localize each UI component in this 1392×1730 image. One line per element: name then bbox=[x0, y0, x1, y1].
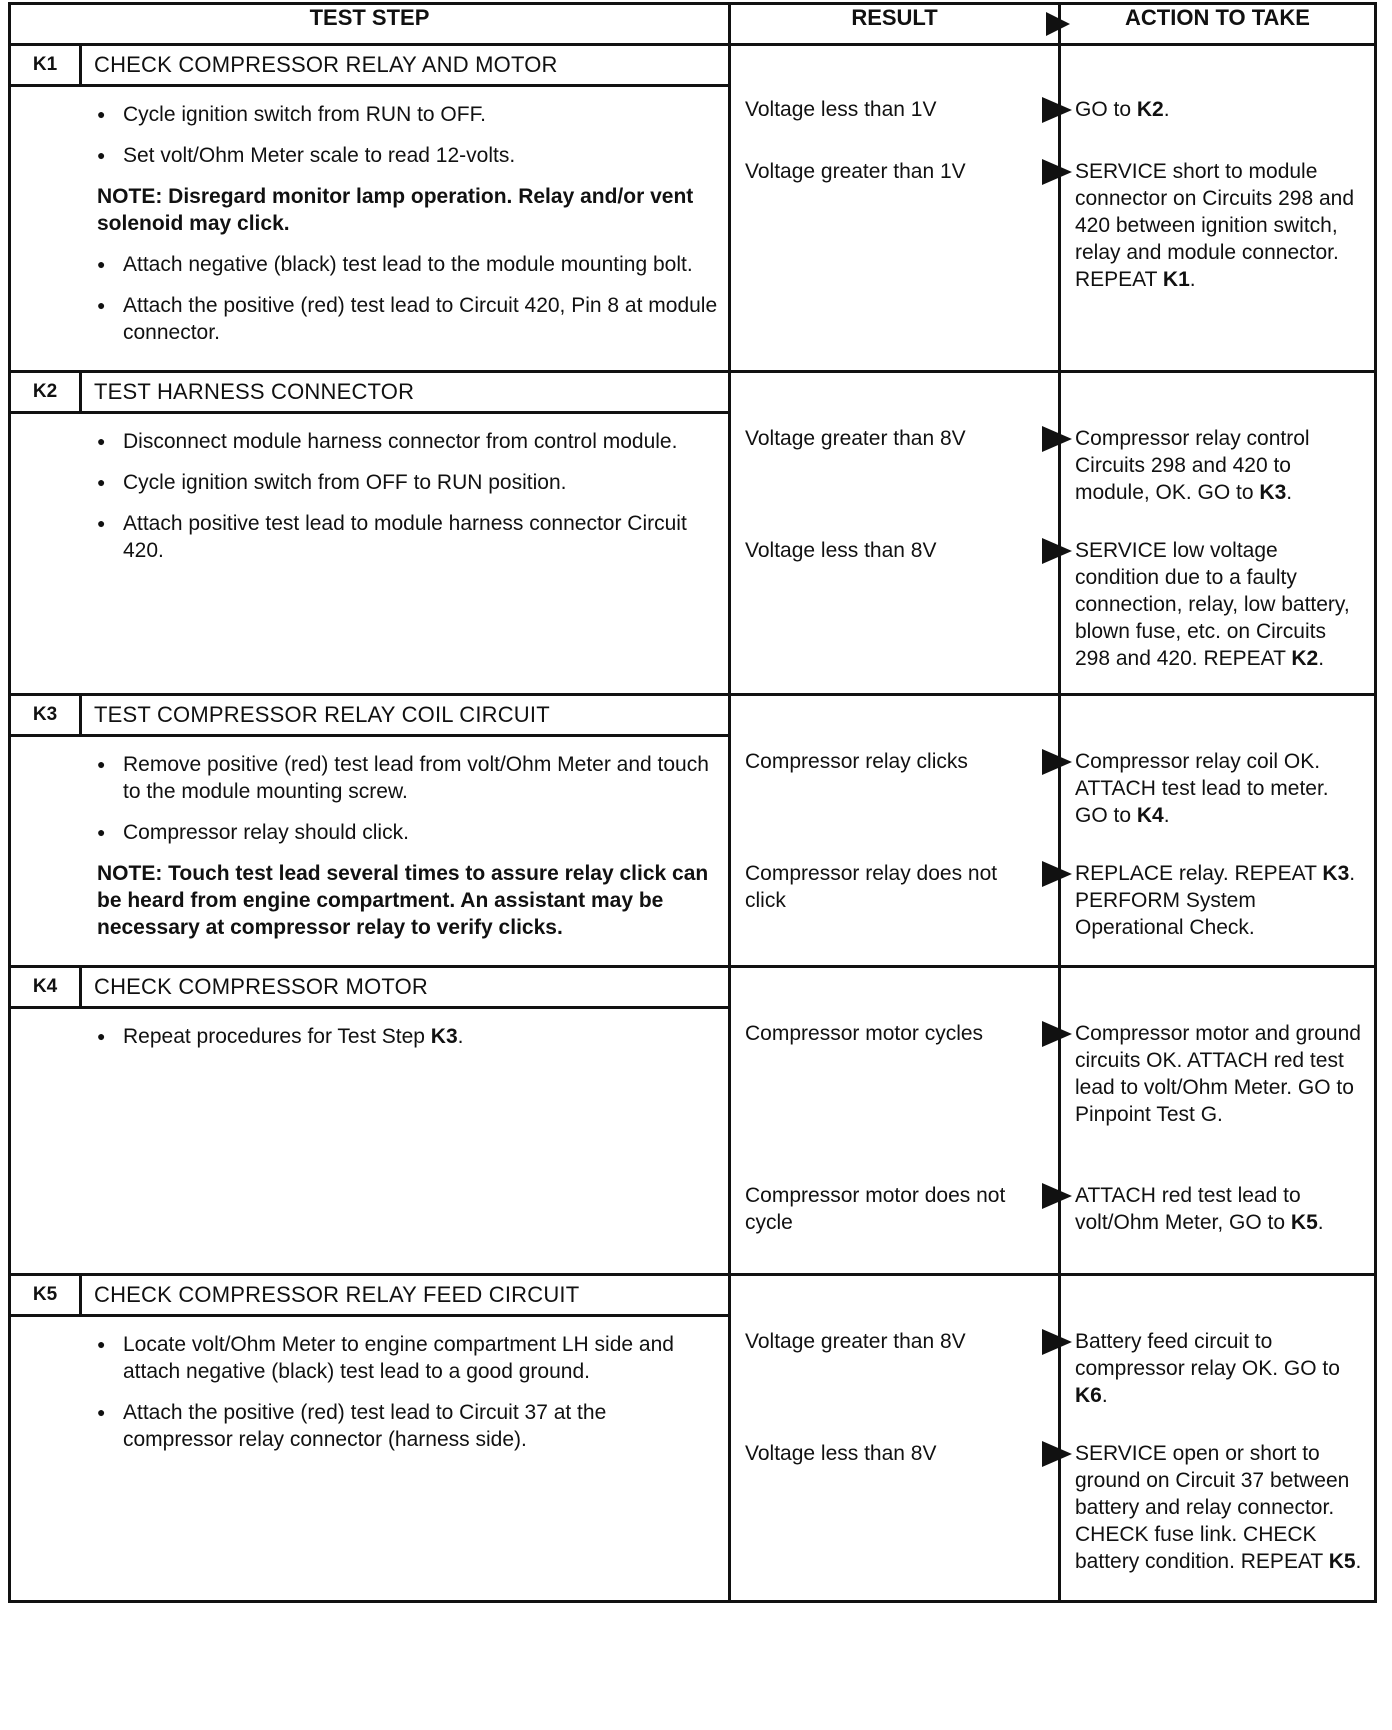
result-cell-content bbox=[731, 968, 1058, 1273]
step-row bbox=[10, 372, 1376, 695]
result-text: Compressor motor cycles bbox=[745, 1022, 984, 1045]
action-cell-content bbox=[1061, 696, 1374, 964]
step-instructions bbox=[11, 1023, 728, 1074]
header-action-to-take: ACTION TO TAKE bbox=[1060, 4, 1376, 45]
instruction-bullet: ● Attach negative (black) test lead to the module mounting bolt. bbox=[97, 251, 718, 278]
action-text: SERVICE low voltage condition due to a faulty connection, relay, low battery, blown fuse, etc. on Circuits 298 and 420. REPEAT K2. bbox=[1075, 539, 1350, 670]
action-cell-content bbox=[1061, 968, 1374, 1273]
step-title: TEST HARNESS CONNECTOR bbox=[94, 379, 415, 404]
result-text: Voltage greater than 1V bbox=[745, 160, 966, 183]
header-result-label: RESULT bbox=[851, 5, 938, 30]
result-arrow-icon bbox=[1042, 1021, 1072, 1047]
header-test-step: TEST STEP bbox=[10, 4, 730, 45]
result-text: Voltage less than 1V bbox=[745, 98, 937, 121]
step-instructions bbox=[11, 101, 728, 370]
result-cell bbox=[730, 967, 1060, 1275]
result-cell bbox=[730, 695, 1060, 967]
result-arrow-icon bbox=[1042, 159, 1072, 185]
action-text: SERVICE open or short to ground on Circuit 37 between battery and relay connector. CHECK fuse link. CHECK battery condition. REPEAT K5. bbox=[1075, 1442, 1362, 1573]
test-step-cell bbox=[10, 45, 730, 372]
step-title: TEST COMPRESSOR RELAY COIL CIRCUIT bbox=[94, 702, 550, 727]
test-step-cell bbox=[10, 372, 730, 695]
action-text: GO to K2. bbox=[1075, 98, 1170, 121]
action-cell bbox=[1060, 967, 1376, 1275]
action-cell-content bbox=[1061, 46, 1374, 350]
step-title: CHECK COMPRESSOR RELAY FEED CIRCUIT bbox=[94, 1282, 580, 1307]
action-text: REPLACE relay. REPEAT K3. PERFORM System Operational Check. bbox=[1075, 862, 1356, 939]
result-text: Voltage less than 8V bbox=[745, 1442, 937, 1465]
step-row bbox=[10, 695, 1376, 967]
action-cell bbox=[1060, 45, 1376, 372]
action-cell-content bbox=[1061, 373, 1374, 693]
note-text: NOTE: Disregard monitor lamp operation. Relay and/or vent solenoid may click. bbox=[97, 185, 694, 235]
result-arrow-icon bbox=[1042, 426, 1072, 452]
action-text: Battery feed circuit to compressor relay OK. GO to K6. bbox=[1075, 1330, 1340, 1407]
result-arrow-icon bbox=[1042, 1329, 1072, 1355]
result-arrow-icon bbox=[1042, 97, 1072, 123]
instruction-bullet: ● Cycle ignition switch from RUN to OFF. bbox=[97, 101, 718, 128]
result-text: Compressor relay does not click bbox=[745, 862, 998, 912]
step-id: K2 bbox=[11, 373, 82, 411]
result-cell-content bbox=[731, 46, 1058, 350]
instruction-bullet: ● Remove positive (red) test lead from volt/Ohm Meter and touch to the module mounting screw. bbox=[97, 751, 718, 805]
result-cell-content bbox=[731, 373, 1058, 693]
result-arrow-icon bbox=[1042, 1441, 1072, 1467]
result-text: Compressor motor does not cycle bbox=[745, 1184, 1006, 1234]
action-text: SERVICE short to module connector on Circuits 298 and 420 between ignition switch, relay and module connector. REPEAT K1. bbox=[1075, 160, 1354, 291]
result-cell bbox=[730, 45, 1060, 372]
table-header-row bbox=[10, 4, 1376, 45]
step-header bbox=[11, 1276, 728, 1317]
header-result bbox=[730, 4, 1060, 45]
result-text: Voltage greater than 8V bbox=[745, 427, 966, 450]
instruction-bullet: ● Locate volt/Ohm Meter to engine compartment LH side and attach negative (black) test lead to a good ground. bbox=[97, 1331, 718, 1385]
step-header bbox=[11, 46, 728, 87]
action-cell-content bbox=[1061, 1276, 1374, 1600]
instruction-bullet: ● Disconnect module harness connector from control module. bbox=[97, 428, 718, 455]
step-header bbox=[11, 696, 728, 737]
instruction-bullet: ● Attach the positive (red) test lead to Circuit 37 at the compressor relay connector (harness side). bbox=[97, 1399, 718, 1453]
result-cell bbox=[730, 1275, 1060, 1602]
step-row bbox=[10, 967, 1376, 1275]
result-arrow-icon bbox=[1042, 749, 1072, 775]
header-arrow-icon bbox=[1046, 12, 1070, 36]
result-text: Voltage less than 8V bbox=[745, 539, 937, 562]
result-cell bbox=[730, 372, 1060, 695]
action-text: Compressor motor and ground circuits OK. ATTACH red test lead to volt/Ohm Meter. GO to Pinpoint Test G. bbox=[1075, 1022, 1361, 1126]
test-step-cell bbox=[10, 695, 730, 967]
step-header bbox=[11, 968, 728, 1009]
test-step-cell bbox=[10, 967, 730, 1275]
action-cell bbox=[1060, 1275, 1376, 1602]
instruction-bullet: ● Repeat procedures for Test Step K3. bbox=[97, 1023, 718, 1050]
step-row bbox=[10, 1275, 1376, 1602]
result-cell-content bbox=[731, 696, 1058, 964]
step-instructions bbox=[11, 428, 728, 588]
step-header bbox=[11, 373, 728, 414]
instruction-bullet: ● Set volt/Ohm Meter scale to read 12-volts. bbox=[97, 142, 718, 169]
result-text: Compressor relay clicks bbox=[745, 750, 968, 773]
action-text: Compressor relay coil OK. ATTACH test lead to meter. GO to K4. bbox=[1075, 750, 1329, 827]
instruction-bullet: ● Attach positive test lead to module harness connector Circuit 420. bbox=[97, 510, 718, 564]
diagnostic-table bbox=[8, 2, 1377, 1603]
test-step-cell bbox=[10, 1275, 730, 1602]
action-text: Compressor relay control Circuits 298 and 420 to module, OK. GO to K3. bbox=[1075, 427, 1310, 504]
note-text: NOTE: Touch test lead several times to assure relay click can be heard from engine compartment. An assistant may be necessary at compressor relay to verify clicks. bbox=[97, 862, 709, 939]
step-instructions bbox=[11, 1331, 728, 1477]
step-row bbox=[10, 45, 1376, 372]
step-title: CHECK COMPRESSOR MOTOR bbox=[94, 974, 429, 999]
result-cell-content bbox=[731, 1276, 1058, 1600]
result-text: Voltage greater than 8V bbox=[745, 1330, 966, 1353]
result-arrow-icon bbox=[1042, 1183, 1072, 1209]
instruction-bullet: ● Attach the positive (red) test lead to Circuit 420, Pin 8 at module connector. bbox=[97, 292, 718, 346]
result-arrow-icon bbox=[1042, 861, 1072, 887]
step-id: K5 bbox=[11, 1276, 82, 1314]
instruction-bullet: ● Cycle ignition switch from OFF to RUN position. bbox=[97, 469, 718, 496]
diagnostic-table-page bbox=[8, 2, 1374, 1722]
action-cell bbox=[1060, 372, 1376, 695]
step-title: CHECK COMPRESSOR RELAY AND MOTOR bbox=[94, 52, 558, 77]
step-id: K4 bbox=[11, 968, 82, 1006]
step-id: K1 bbox=[11, 46, 82, 84]
instruction-bullet: ● Compressor relay should click. bbox=[97, 819, 718, 846]
action-cell bbox=[1060, 695, 1376, 967]
action-text: ATTACH red test lead to volt/Ohm Meter, GO to K5. bbox=[1075, 1184, 1324, 1234]
step-instructions bbox=[11, 751, 728, 965]
step-id: K3 bbox=[11, 696, 82, 734]
result-arrow-icon bbox=[1042, 538, 1072, 564]
